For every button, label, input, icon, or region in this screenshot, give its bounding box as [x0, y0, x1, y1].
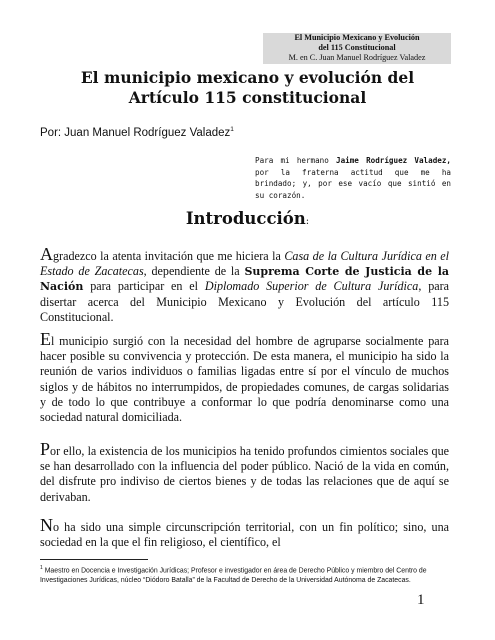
- intro-heading-text: Introducción: [185, 209, 306, 228]
- paragraph-1-text-c: para participar en el: [83, 279, 205, 294]
- footnote-mark: 1: [40, 565, 43, 571]
- dedication: [255, 155, 451, 201]
- dedication-name: Jaime Rodríguez Valadez,: [336, 156, 451, 165]
- title-line-1: El municipio mexicano y evolución del: [80, 68, 415, 87]
- paragraph-2-initial: E: [40, 329, 51, 349]
- paragraph-2-text: l municipio surgió con la necesidad del hombre de agruparse socialmente para hacer posible su convivencia y protección. De esta manera, el municipio ha sido la reunión de varios individuos o familias ligadas entre sí por el vínculo de muchos siglos y de hábitos no interrumpidos, de propiedades comunes, de cargas solidarias y de todo lo que contribuye a conformar lo que podría denominarse como una sociedad natural domiciliada.: [40, 334, 449, 425]
- page-number: 1: [417, 592, 425, 608]
- paragraph-4-initial: N: [40, 515, 53, 535]
- dedication-text-after: por la fraterna actitud que me ha brindado; y, por ese vacío que sintió en su corazón.: [255, 167, 451, 200]
- paragraph-1-initial: A: [40, 244, 53, 264]
- paragraph-3-initial: P: [40, 439, 51, 459]
- dedication-text-before: Para mi hermano: [255, 156, 337, 165]
- paragraph-1-italic-b: Diplomado Superior de Cultura Jurídica: [204, 279, 419, 294]
- header-line-3: M. en C. Juan Manuel Rodríguez Valadez: [288, 53, 426, 62]
- paragraph-1-bold: Suprema Corte de Justicia de la Nación: [40, 265, 450, 294]
- paragraph-1-text-d: , para disertar acerca del Municipio Mexicano y Evolución del artículo 115 Constitucional.: [40, 279, 449, 324]
- paragraph-1: [40, 245, 449, 325]
- footnote: [40, 563, 454, 586]
- paragraph-1-text-b: , dependiente de la: [143, 264, 245, 279]
- running-header: [263, 33, 451, 64]
- paragraph-4-text: o ha sido una simple circunscripción territorial, con un fin político; sino, una sociedad en la que el fin religioso, el científico, el: [40, 520, 449, 550]
- header-line-1: El Municipio Mexicano y Evolución: [294, 33, 420, 42]
- paragraph-2: [40, 330, 449, 425]
- header-line-2: del 115 Constitucional: [318, 43, 396, 52]
- title-line-2: Artículo 115 constitucional: [128, 88, 367, 107]
- paragraph-1-italic-a: Casa de la Cultura Jurídica en el Estado de Zacatecas: [40, 249, 449, 279]
- paragraph-3-text: or ello, la existencia de los municipios ha tenido profundos cimientos sociales que se han desarrollado con la influencia del poder público. Nació de la vida en común, del disfrute pro indiviso de ciertos bienes y de todas las relaciones que de aquí se derivaban.: [40, 444, 449, 504]
- paragraph-1-text-a: gradezco la atenta invitación que me hiciera la: [53, 249, 285, 263]
- footnote-text: Maestro en Docencia e Investigación Jurídicas; Profesor e investigador en área de Derecho Público y miembro del Centro de Investigaciones Jurídicas, núcleo “Diódoro Batalla” de la Facultad de Derecho de la Universidad Autónoma de Zacatecas.: [40, 567, 427, 585]
- footnote-separator: [40, 559, 148, 560]
- paragraph-3: [40, 440, 449, 505]
- intro-heading-colon: :: [305, 216, 310, 227]
- author-text: Por: Juan Manuel Rodríguez Valadez: [40, 126, 231, 139]
- document-title: [40, 68, 455, 108]
- author-footnote-mark[interactable]: 1: [230, 126, 234, 133]
- author-line: [40, 126, 234, 139]
- paragraph-4: [40, 516, 449, 550]
- section-heading-introduccion: [40, 209, 455, 228]
